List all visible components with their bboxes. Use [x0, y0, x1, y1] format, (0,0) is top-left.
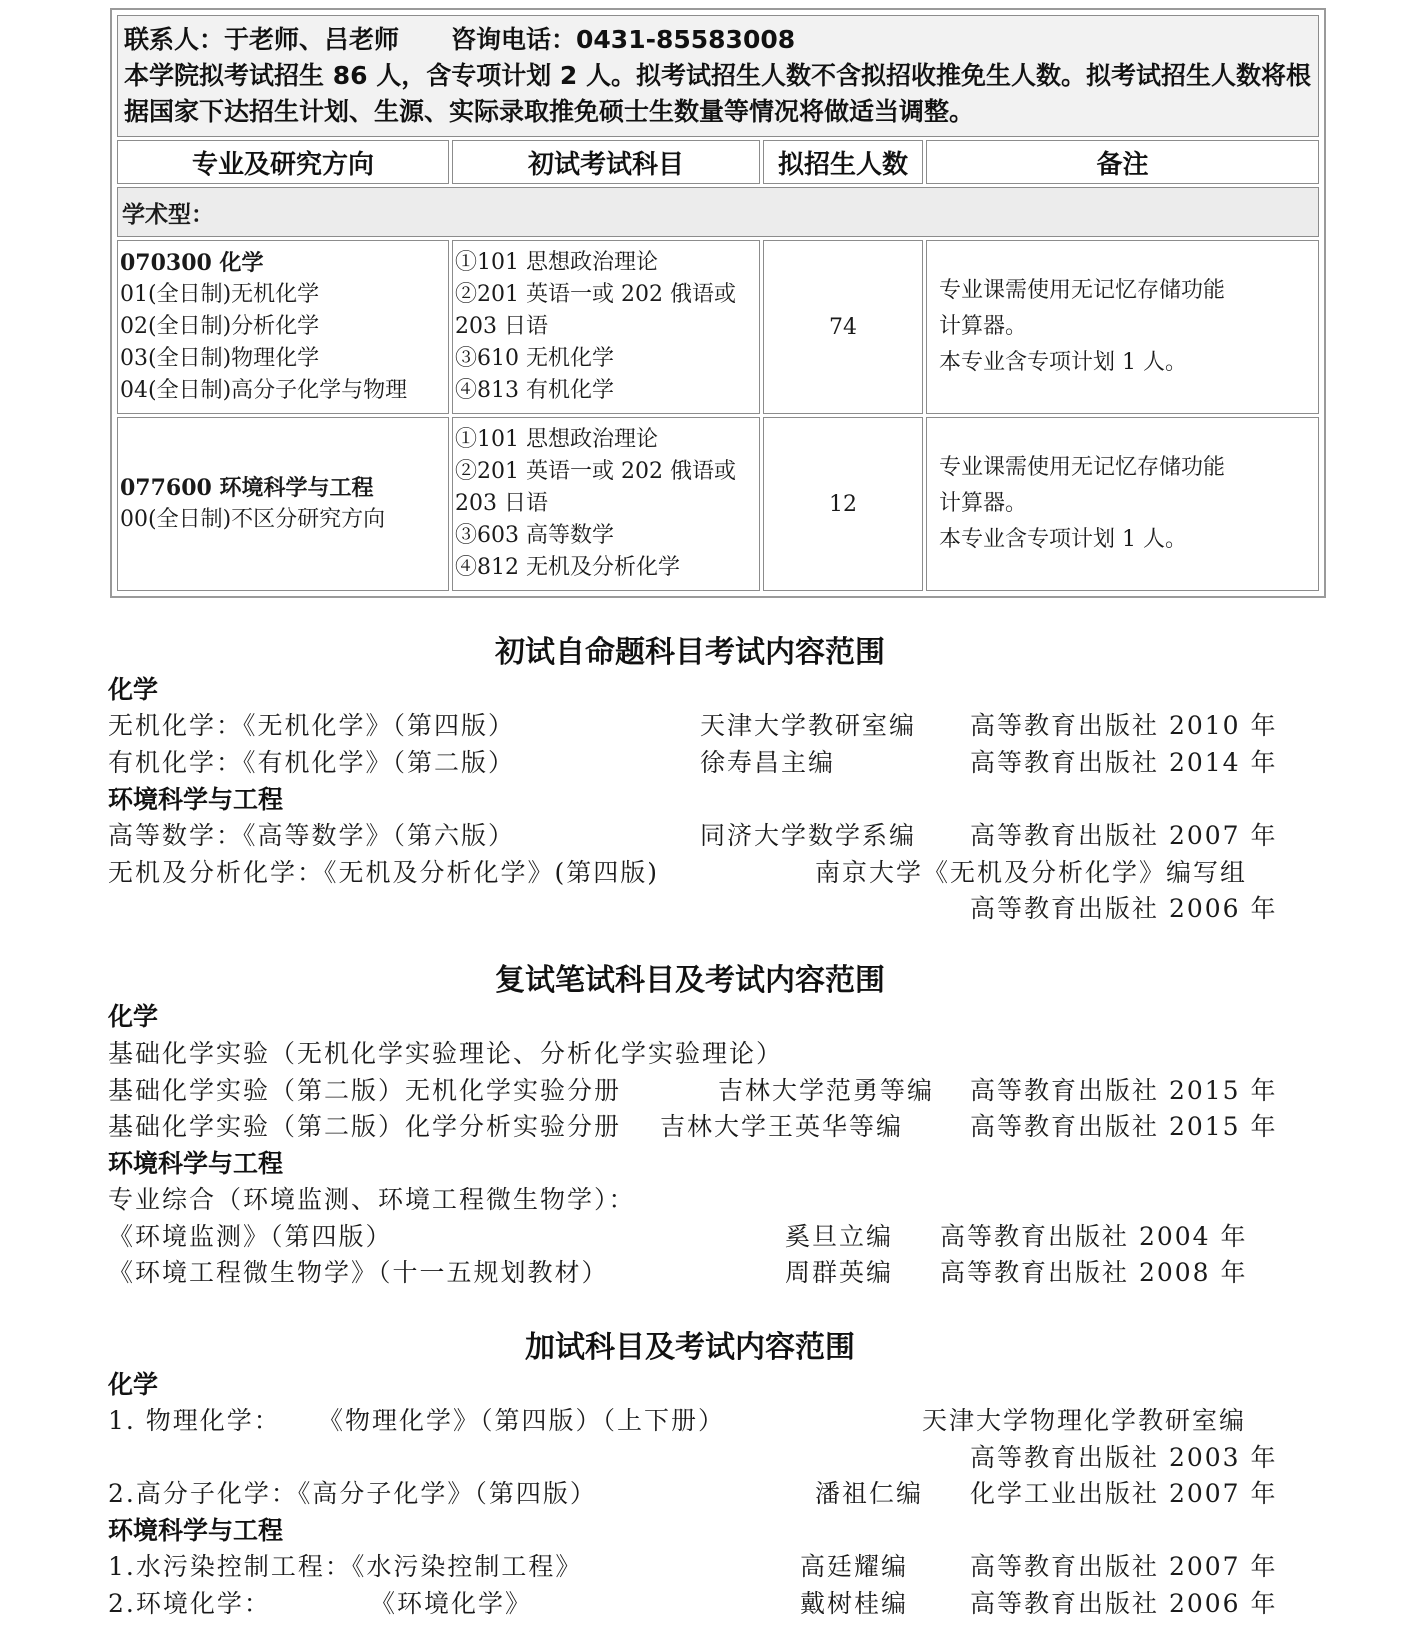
contact-person: 联系人：于老师、吕老师 [124, 25, 400, 54]
table-row [117, 240, 1319, 414]
book-title: 《环境工程微生物学》（十一五规划教材） [108, 1258, 609, 1287]
book-author: 天津大学教研室编 [700, 711, 917, 740]
book-title: 《环境监测》（第四版） [108, 1222, 393, 1251]
subject: ①101 思想政治理论 [455, 250, 658, 275]
note: 本专业含专项计划 1 人。 [939, 527, 1187, 552]
subject: 203 日语 [455, 314, 548, 339]
note: 专业课需使用无记忆存储功能 [939, 278, 1226, 303]
book-publisher: 高等教育出版社 2004 年 [940, 1222, 1248, 1251]
count-cell: 74 [763, 240, 923, 414]
subject: ②201 英语一或 202 俄语或 [455, 459, 736, 484]
header-major: 专业及研究方向 [117, 140, 449, 184]
direction: 02(全日制)分析化学 [120, 314, 320, 339]
section-sub-environment: 环境科学与工程 [108, 785, 284, 814]
note: 本专业含专项计划 1 人。 [939, 350, 1187, 375]
book-publisher: 高等教育出版社 2015 年 [970, 1076, 1278, 1105]
book-title: 《环境化学》 [370, 1589, 533, 1618]
direction: 04(全日制)高分子化学与物理 [120, 378, 408, 403]
book-publisher: 高等教育出版社 2008 年 [940, 1258, 1248, 1287]
book-title: 高等数学：《高等数学》（第六版） [108, 821, 516, 850]
book-title: 有机化学：《有机化学》（第二版） [108, 748, 516, 777]
section-sub-chemistry: 化学 [108, 675, 159, 704]
book-title: 专业综合（环境监测、环境工程微生物学）： [108, 1185, 636, 1214]
admissions-table-frame [110, 8, 1326, 598]
book-author: 奚旦立编 [785, 1222, 894, 1251]
contact-line [124, 22, 1312, 58]
notes-cell [926, 240, 1319, 414]
admissions-table [114, 12, 1322, 594]
section-sub-environment: 环境科学与工程 [108, 1149, 284, 1178]
header-notes: 备注 [926, 140, 1319, 184]
major-cell [117, 417, 449, 591]
book-author: 同济大学数学系编 [700, 821, 917, 850]
note: 专业课需使用无记忆存储功能 [939, 455, 1226, 480]
book-subject: 1. 物理化学： [108, 1406, 281, 1435]
book-title: 1.水污染控制工程：《水污染控制工程》 [108, 1552, 583, 1581]
book-publisher: 高等教育出版社 2014 年 [970, 748, 1278, 777]
section-title-retest-written: 复试笔试科目及考试内容范围 [495, 963, 885, 998]
book-publisher: 化学工业出版社 2007 年 [970, 1479, 1278, 1508]
subject: ④812 无机及分析化学 [455, 555, 680, 580]
section-sub-chemistry: 化学 [108, 1002, 159, 1031]
major-name: 070300 化学 [120, 250, 264, 276]
book-author: 高廷耀编 [800, 1552, 909, 1581]
book-title: 《物理化学》（第四版）（上下册） [318, 1406, 726, 1435]
book-author: 潘祖仁编 [815, 1479, 924, 1508]
header-count: 拟招生人数 [763, 140, 923, 184]
book-subject: 2.环境化学： [108, 1589, 271, 1618]
note: 计算器。 [939, 491, 1028, 516]
book-publisher: 高等教育出版社 2007 年 [970, 821, 1278, 850]
subjects-cell [452, 240, 760, 414]
table-row [117, 417, 1319, 591]
contact-phone: 咨询电话：0431-85583008 [451, 25, 796, 54]
note: 计算器。 [939, 314, 1028, 339]
direction: 00(全日制)不区分研究方向 [120, 507, 386, 532]
direction: 01(全日制)无机化学 [120, 282, 320, 307]
subjects-cell [452, 417, 760, 591]
section-sub-environment: 环境科学与工程 [108, 1516, 284, 1545]
book-title: 无机化学：《无机化学》（第四版） [108, 711, 516, 740]
book-author: 吉林大学范勇等编 [718, 1076, 935, 1105]
book-publisher: 高等教育出版社 2006 年 [970, 894, 1278, 923]
subject: ④813 有机化学 [455, 378, 614, 403]
section-title-initial-exam: 初试自命题科目考试内容范围 [495, 635, 885, 670]
book-title: 无机及分析化学：《无机及分析化学》(第四版) [108, 858, 660, 887]
book-author: 天津大学物理化学教研室编 [922, 1406, 1247, 1435]
book-publisher: 高等教育出版社 2015 年 [970, 1112, 1278, 1141]
subject: ①101 思想政治理论 [455, 427, 658, 452]
book-title: 2.高分子化学：《高分子化学》（第四版） [108, 1479, 597, 1508]
header-subjects: 初试考试科目 [452, 140, 760, 184]
book-author: 周群英编 [785, 1258, 894, 1287]
intro-text: 本学院拟考试招生 86 人，含专项计划 2 人。拟考试招生人数不含拟招收推免生人数。拟考试招生人数将根据国家下达招生计划、生源、实际录取推免硕士生数量等情况将做适当调整。 [124, 61, 1312, 126]
book-author: 徐寿昌主编 [700, 748, 836, 777]
subject: ③603 高等数学 [455, 523, 614, 548]
book-title: 基础化学实验（第二版）化学分析实验分册 [108, 1112, 622, 1141]
subject: ②201 英语一或 202 俄语或 [455, 282, 736, 307]
book-author: 吉林大学王英华等编 [660, 1112, 904, 1141]
direction: 03(全日制)物理化学 [120, 346, 320, 371]
book-publisher: 高等教育出版社 2006 年 [970, 1589, 1278, 1618]
book-publisher: 高等教育出版社 2010 年 [970, 711, 1278, 740]
section-title-additional-exam: 加试科目及考试内容范围 [525, 1330, 855, 1365]
book-author: 戴树桂编 [800, 1589, 909, 1618]
book-title: 基础化学实验（无机化学实验理论、分析化学实验理论） [108, 1039, 784, 1068]
book-author: 南京大学《无机及分析化学》编写组 [815, 858, 1248, 887]
book-publisher: 高等教育出版社 2003 年 [970, 1443, 1278, 1472]
subject: ③610 无机化学 [455, 346, 614, 371]
info-cell [117, 15, 1319, 137]
notes-cell [926, 417, 1319, 591]
count-cell: 12 [763, 417, 923, 591]
book-publisher: 高等教育出版社 2007 年 [970, 1552, 1278, 1581]
section-sub-chemistry: 化学 [108, 1370, 159, 1399]
book-title: 基础化学实验（第二版）无机化学实验分册 [108, 1076, 622, 1105]
major-cell [117, 240, 449, 414]
type-label: 学术型： [117, 187, 1319, 237]
subject: 203 日语 [455, 491, 548, 516]
major-name: 077600 环境科学与工程 [120, 475, 374, 501]
